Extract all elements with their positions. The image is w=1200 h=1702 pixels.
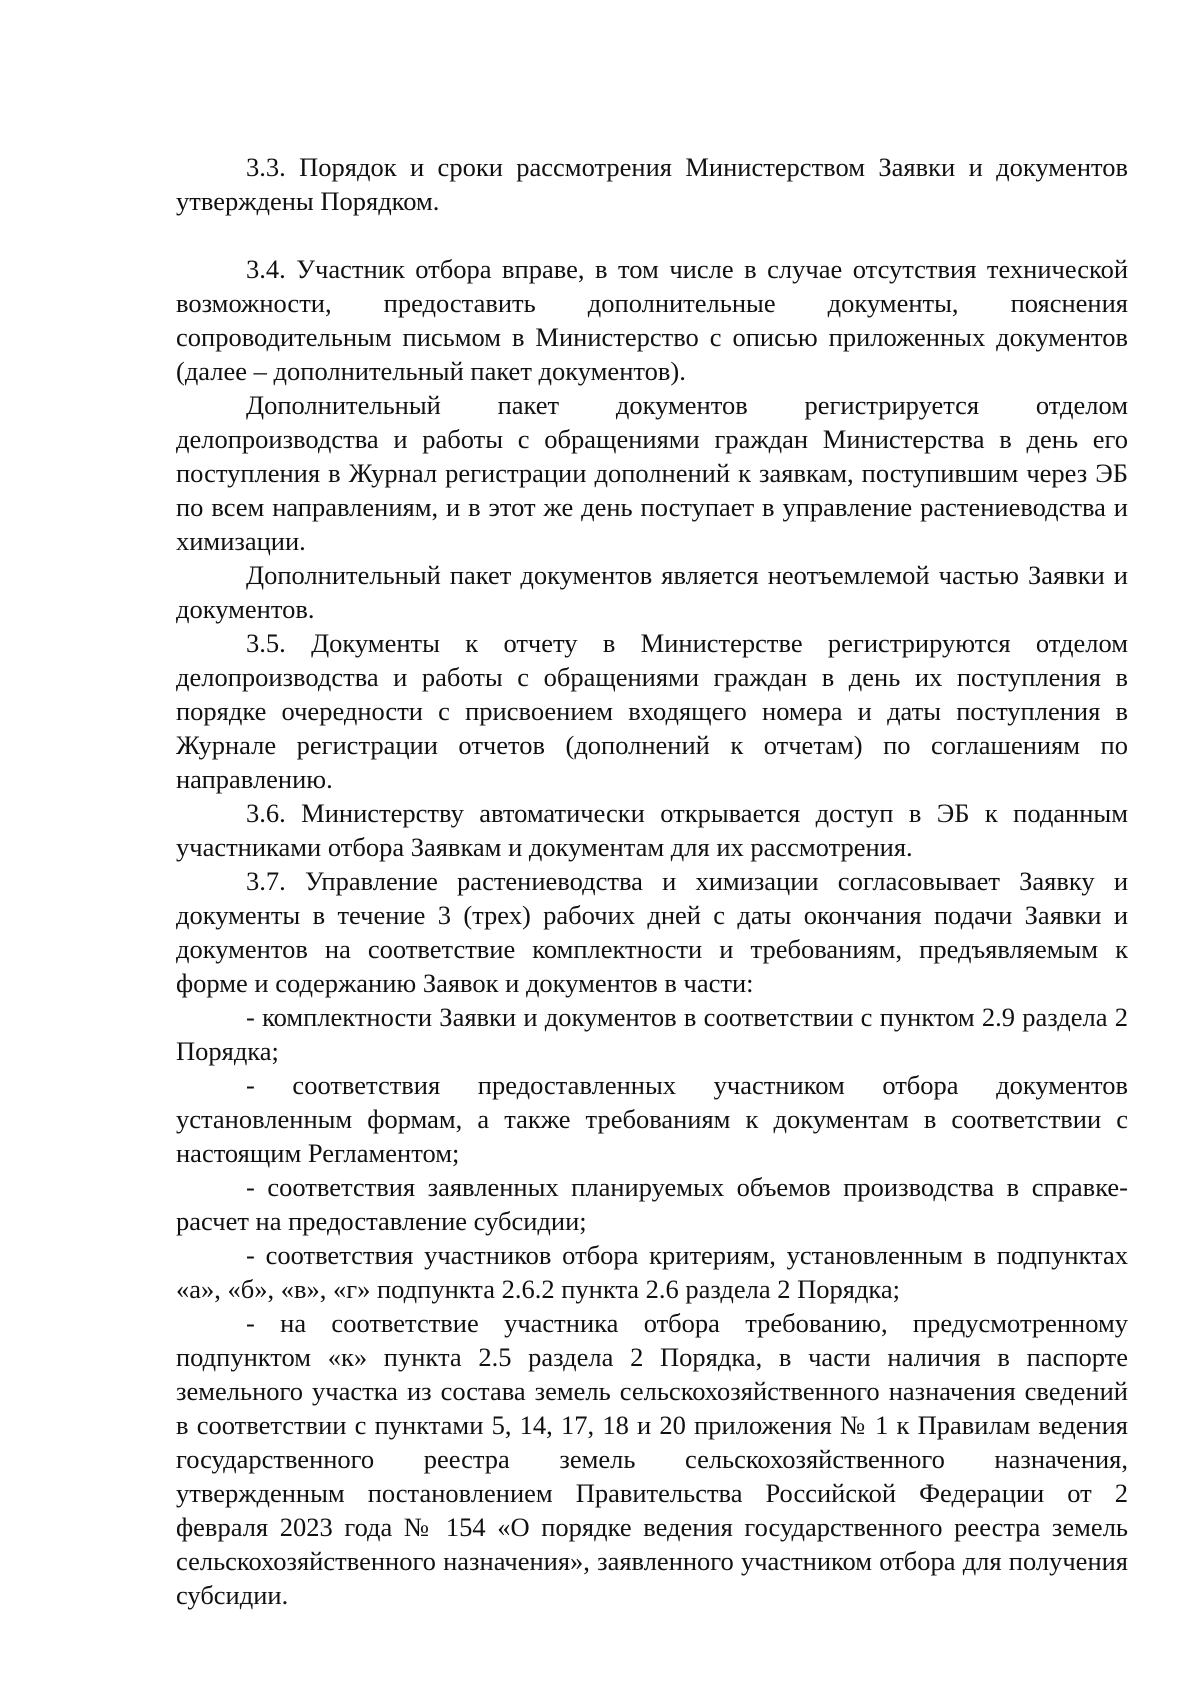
paragraph-3-4-integral-part: Дополнительный пакет документов является неотъемлемой частью Заявки и документов. xyxy=(176,560,1128,624)
paragraph-3-4: 3.4. Участник отбора вправе, в том числе в случае отсутствия технической возможности, предоставить дополнительные документы, пояснения сопроводительным письмом в Министерство с описью приложенных документов (далее – дополнительный пакет документов). xyxy=(176,254,1128,386)
list-item-forms: - соответствия предоставленных участником отбора документов установленным формам, а также требованиям к документам в соответствии с настоящим Регламентом; xyxy=(176,1070,1128,1168)
paragraph-3-6: 3.6. Министерству автоматически открывается доступ в ЭБ к поданным участниками отбора Заявкам и документам для их рассмотрения. xyxy=(176,798,1128,862)
paragraph-3-3: 3.3. Порядок и сроки рассмотрения Министерством Заявки и документов утверждены Порядком. xyxy=(176,152,1128,216)
list-item-criteria: - соответствия участников отбора критериям, установленным в подпунктах «а», «б», «в», «г» подпункта 2.6.2 пункта 2.6 раздела 2 Порядка; xyxy=(176,1240,1128,1304)
list-item-volumes: - соответствия заявленных планируемых объемов производства в справке-расчет на предоставление субсидии; xyxy=(176,1172,1128,1236)
paragraph-3-5: 3.5. Документы к отчету в Министерстве регистрируются отделом делопроизводства и работы с обращениями граждан в день их поступления в порядке очередности с присвоением входящего номера и даты поступления в Журнале регистрации отчетов (дополнений к отчетам) по соглашениям по направлению. xyxy=(176,628,1128,794)
list-item-land-passport: - на соответствие участника отбора требованию, предусмотренному подпунктом «к» пункта 2.5 раздела 2 Порядка, в части наличия в паспорте земельного участка из состава земель сельскохозяйственного назначения сведений в соответствии с пунктами 5, 14, 17, 18 и 20 приложения № 1 к Правилам ведения государственного реестра земель сельскохозяйственного назначения, утвержденным постановлением Правительства Российской Федерации от 2 февраля 2023 года № 154 «О порядке ведения государственного реестра земель сельскохозяйственного назначения», заявленного участником отбора для получения субсидии. xyxy=(176,1308,1128,1610)
paragraph-3-7: 3.7. Управление растениеводства и химизации согласовывает Заявку и документы в течение 3 (трех) рабочих дней с даты окончания подачи Заявки и документов на соответствие комплектности и требованиям, предъявляемым к форме и содержанию Заявок и документов в части: xyxy=(176,866,1128,998)
paragraph-3-4-registration: Дополнительный пакет документов регистрируется отделом делопроизводства и работы с обращениями граждан Министерства в день его поступления в Журнал регистрации дополнений к заявкам, поступившим через ЭБ по всем направлениям, и в этот же день поступает в управление растениеводства и химизации. xyxy=(176,390,1128,556)
list-item-completeness: - комплектности Заявки и документов в соответствии с пунктом 2.9 раздела 2 Порядка; xyxy=(176,1002,1128,1066)
document-body xyxy=(176,150,1128,1612)
